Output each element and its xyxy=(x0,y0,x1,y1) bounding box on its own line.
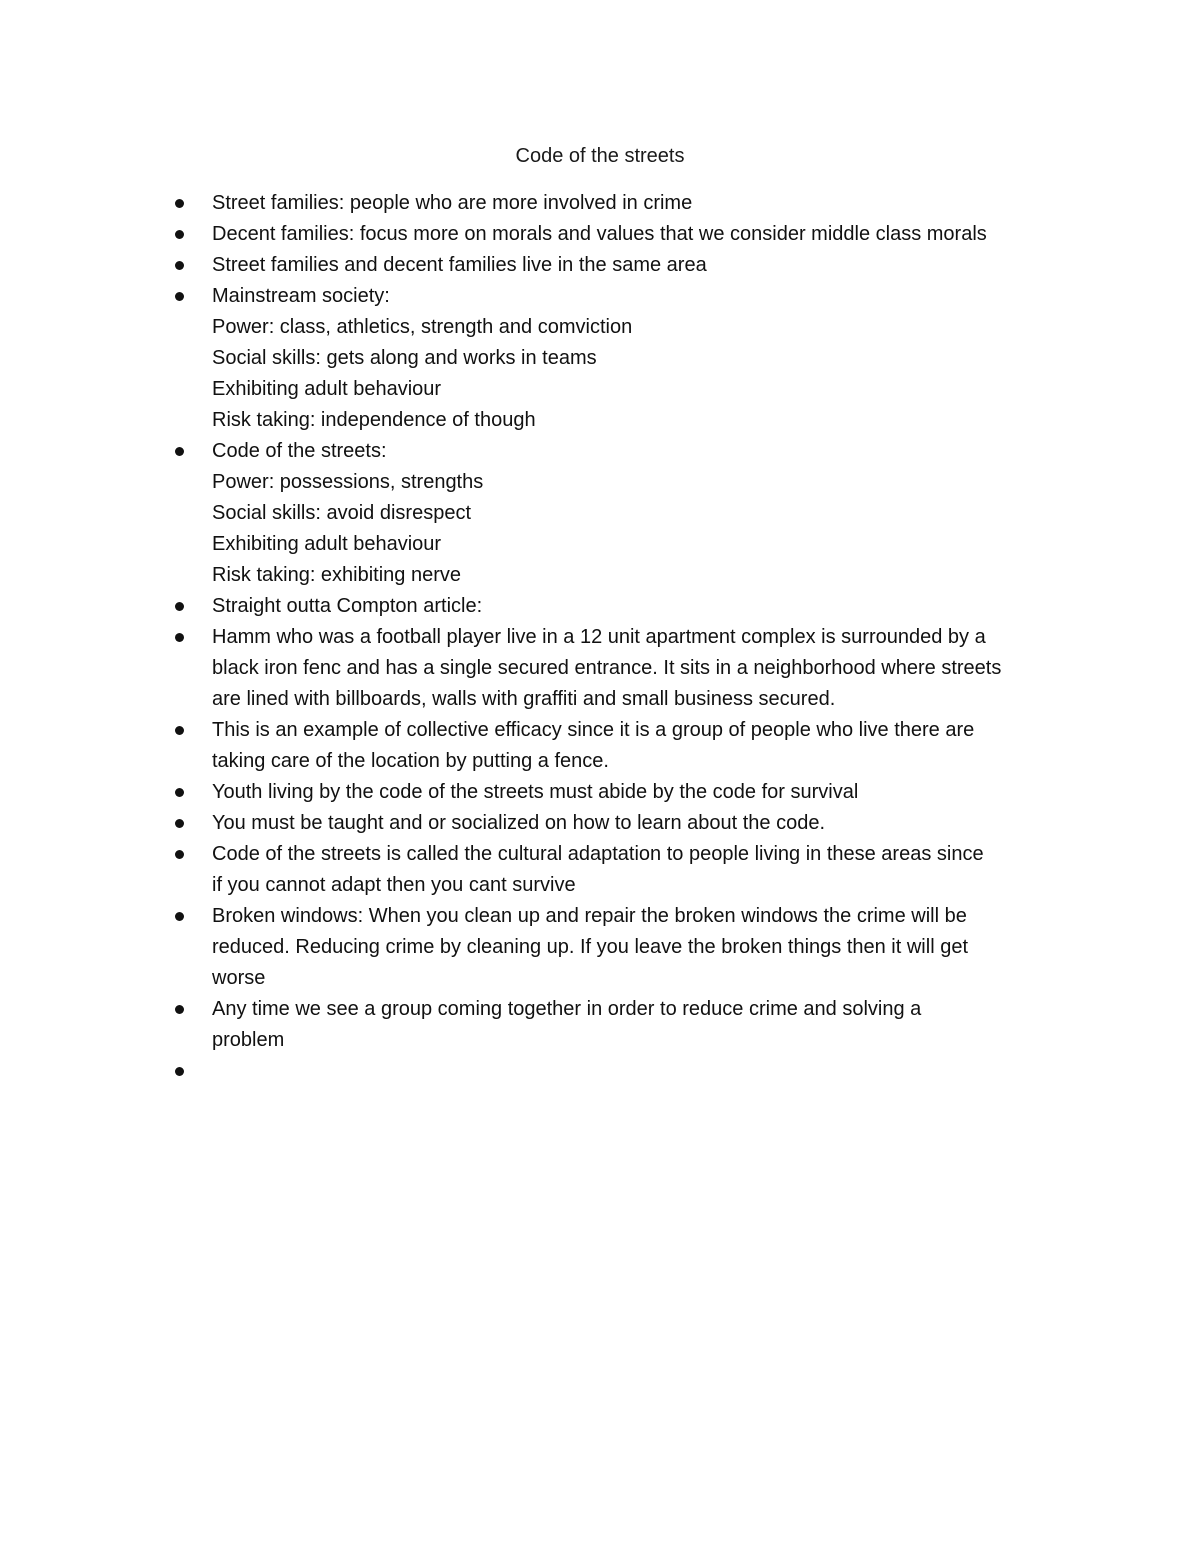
bullet-icon xyxy=(175,292,184,301)
list-item-line: Code of the streets is called the cultural adaptation to people living in these areas since xyxy=(212,843,984,865)
list-item-line: are lined with billboards, walls with graffiti and small business secured. xyxy=(212,688,836,710)
list-item xyxy=(212,994,1072,1056)
list-item xyxy=(212,219,1072,250)
list-item-heading: Code of the streets: xyxy=(212,440,387,462)
bullet-icon xyxy=(175,230,184,239)
list-item xyxy=(212,281,1072,436)
list-item xyxy=(212,839,1072,901)
bullet-icon xyxy=(175,726,184,735)
list-item-subline: Power: possessions, strengths xyxy=(212,471,484,493)
list-item-line: This is an example of collective efficacy since it is a group of people who live there are xyxy=(212,719,975,741)
list-item xyxy=(212,250,1072,281)
list-item xyxy=(212,808,1072,839)
list-item-line: if you cannot adapt then you cant survive xyxy=(212,874,576,896)
bullet-icon xyxy=(175,447,184,456)
bullet-icon xyxy=(175,1005,184,1014)
list-item-subline: Risk taking: independence of though xyxy=(212,409,536,431)
list-item xyxy=(212,622,1072,715)
bullet-icon xyxy=(175,633,184,642)
bullet-icon xyxy=(175,819,184,828)
list-item-line: taking care of the location by putting a fence. xyxy=(212,750,609,772)
list-item xyxy=(212,436,1072,591)
list-item-text: Street families: people who are more involved in crime xyxy=(212,192,693,214)
list-item-empty xyxy=(212,1056,1072,1087)
list-item-subline: Social skills: gets along and works in teams xyxy=(212,347,597,369)
bullet-icon xyxy=(175,602,184,611)
list-item-line: reduced. Reducing crime by cleaning up. If you leave the broken things then it will get xyxy=(212,936,968,958)
list-item-text: Street families and decent families live in the same area xyxy=(212,254,707,276)
list-item xyxy=(212,901,1072,994)
bullet-icon xyxy=(175,912,184,921)
list-item xyxy=(212,777,1072,808)
list-item xyxy=(212,715,1072,777)
list-item-subline: Social skills: avoid disrespect xyxy=(212,502,471,524)
list-item-line: problem xyxy=(212,1029,285,1051)
list-item xyxy=(212,188,1072,219)
list-item-subline: Power: class, athletics, strength and comviction xyxy=(212,316,633,338)
list-item-subline: Exhibiting adult behaviour xyxy=(212,378,442,400)
list-item-line: worse xyxy=(212,967,266,989)
list-item-heading: Mainstream society: xyxy=(212,285,390,307)
list-item xyxy=(212,591,1072,622)
bullet-icon xyxy=(175,1067,184,1076)
bullet-icon xyxy=(175,261,184,270)
bullet-list xyxy=(212,188,1072,1087)
list-item-text: Decent families: focus more on morals and values that we consider middle class morals xyxy=(212,223,987,245)
list-item-line: Broken windows: When you clean up and repair the broken windows the crime will be xyxy=(212,905,967,927)
bullet-icon xyxy=(175,850,184,859)
list-item-text: Youth living by the code of the streets must abide by the code for survival xyxy=(212,781,859,803)
list-item-subline: Risk taking: exhibiting nerve xyxy=(212,564,462,586)
list-item-line: Any time we see a group coming together in order to reduce crime and solving a xyxy=(212,998,922,1020)
bullet-icon xyxy=(175,199,184,208)
document-title: Code of the streets xyxy=(515,145,685,167)
list-item-line: Hamm who was a football player live in a 12 unit apartment complex is surrounded by a xyxy=(212,626,986,648)
list-item-line: black iron fenc and has a single secured entrance. It sits in a neighborhood where streets xyxy=(212,657,1002,679)
list-item-text: You must be taught and or socialized on how to learn about the code. xyxy=(212,812,826,834)
bullet-icon xyxy=(175,788,184,797)
list-item-text: Straight outta Compton article: xyxy=(212,595,483,617)
list-item-subline: Exhibiting adult behaviour xyxy=(212,533,442,555)
